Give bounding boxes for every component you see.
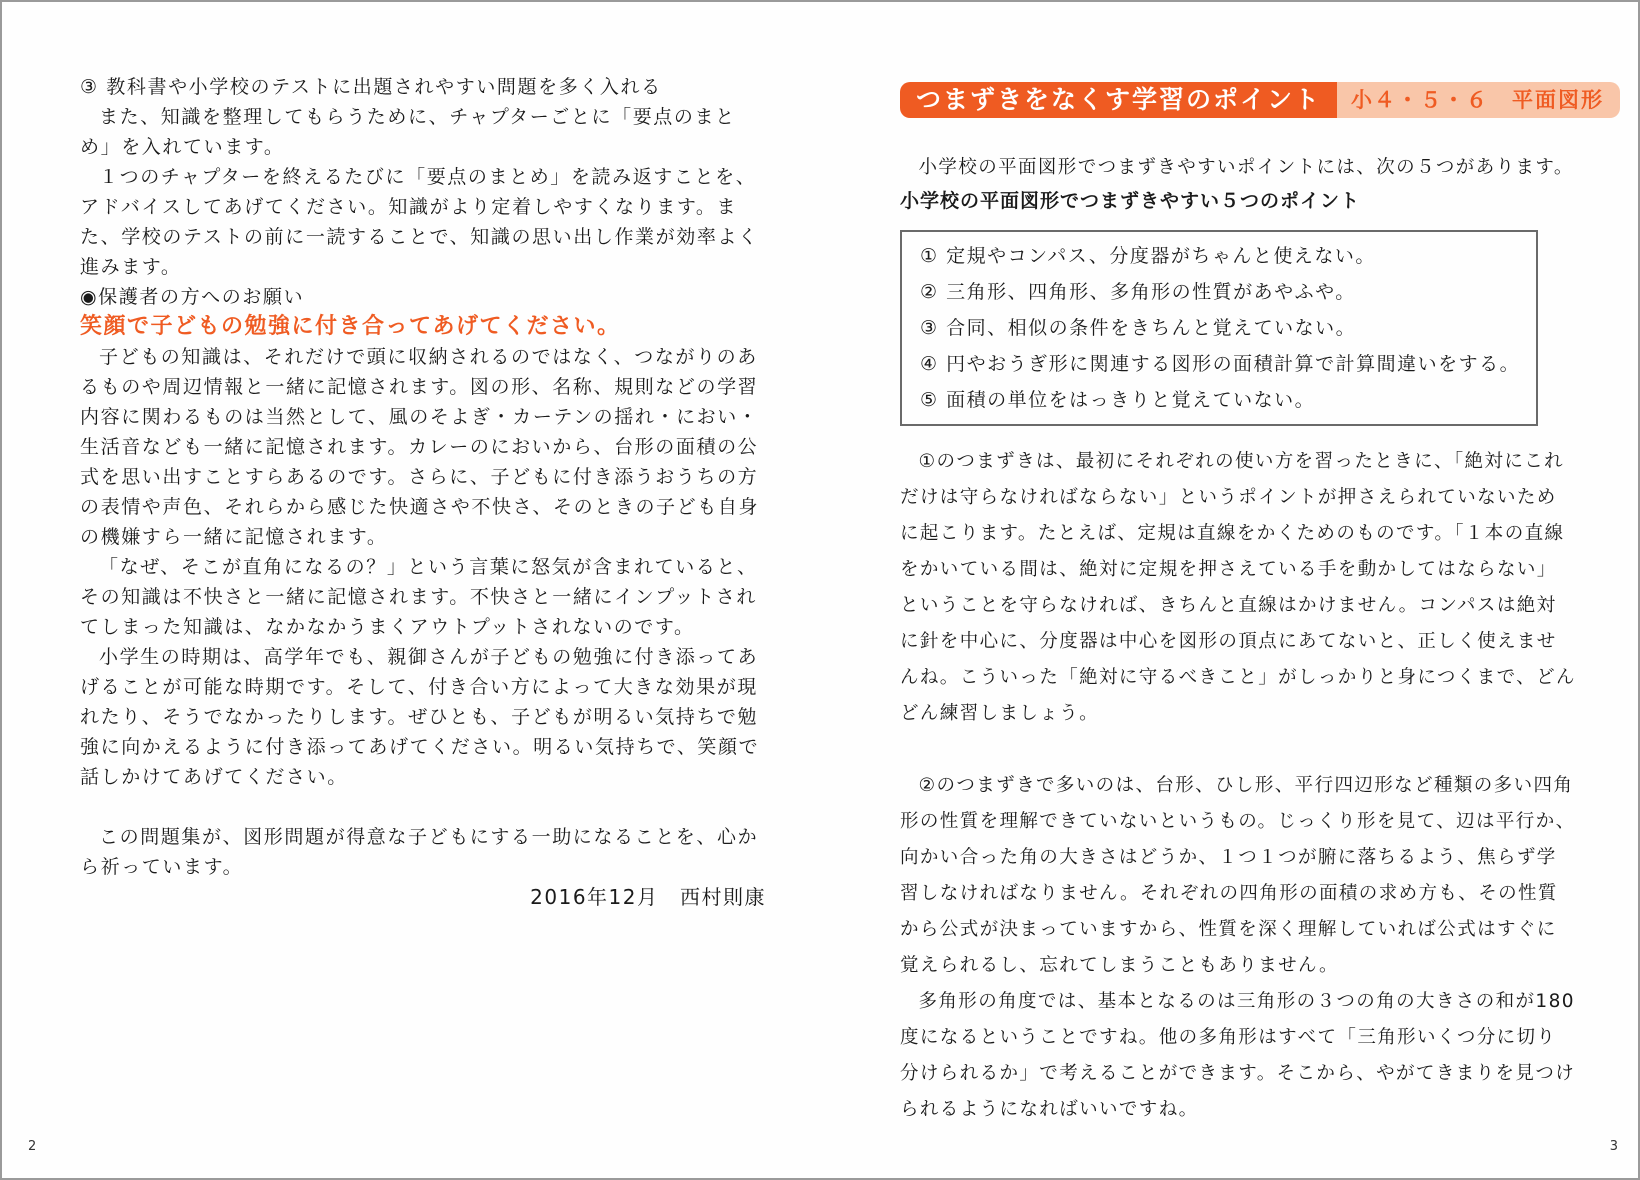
intro-paragraph: 小学校の平面図形でつまずきやすいポイントには、次の５つがあります。 [918,157,1574,178]
section-label: ◉保護者の方へのお願い [80,286,305,308]
paragraph: 多角形の角度では、基本となるのは三角形の３つの角の大きさの和が180度になるということですね。他の多角形はすべて「三角形いくつ分に切り分けられるか」で考えることができます。そこから、やがてきまりを見つけられるようになればいいですね。 [900,991,1576,1120]
point-item: ① 定規やコンパス、分度器がちゃんと使えない。 [920,245,1376,267]
point-item: ⑤ 面積の単位をはっきりと覚えていない。 [920,389,1316,411]
headline: 笑顔で子どもの勉強に付き合ってあげてください。 [80,314,621,339]
paragraph: また、知識を整理してもらうために、チャプターごとに「要点のまとめ」を入れています。 [80,106,736,158]
paragraph: 「なぜ、そこが直角になるの？」という言葉に怒気が含まれていると、その知識は不快さと一緒に記憶されます。不快さと一緒にインプットされてしまった知識は、なかなかうまくアウトプットされないのです。 [80,556,758,638]
page-number-right: 3 [1609,1139,1618,1154]
banner-title: つまずきをなくす学習のポイント [900,82,1337,118]
points-box [900,230,1538,426]
point-item: ③ 合同、相似の条件をきちんと覚えていない。 [920,317,1357,339]
paragraph: ②のつまずきで多いのは、台形、ひし形、平行四辺形など種類の多い四角形の性質を理解できていないというもの。じっくり形を見て、辺は平行か、向かい合った角の大きさはどうか、１つ１つが腑に落ちるよう、焦らず学習しなければなりません。それぞれの四角形の面積の求め方も、その性質から公式が決まっていますから、性質を深く理解していれば公式はすぐに覚えられるし、忘れてしまうこともありません。 [900,775,1576,976]
intro-item-3: ③ 教科書や小学校のテストに出題されやすい問題を多く入れる [80,76,662,98]
section-banner [900,82,1620,118]
point-item: ④ 円やおうぎ形に関連する図形の面積計算で計算間違いをする。 [920,353,1521,375]
left-page [2,2,820,1178]
paragraph: 子どもの知識は、それだけで頭に収納されるのではなく、つながりのあるものや周辺情報と一緒に記憶されます。図の形、名称、規則などの学習内容に関わるものは当然として、風のそよぎ・カーテンの揺れ・におい・生活音なども一緒に記憶されます。カレーのにおいから、台形の面積の公式を思い出すことすらあるのです。さらに、子どもに付き添うおうちの方の表情や声色、それらから感じた快適さや不快さ、そのときの子ども自身の機嫌すら一緒に記憶されます。 [80,346,760,548]
paragraph: 小学生の時期は、高学年でも、親御さんが子どもの勉強に付き添ってあげることが可能な時期です。そして、付き合い方によって大きな効果が現れたり、そうでなかったりします。ぜひとも、子どもが明るい気持ちで勉強に向かえるように付き添ってあげてください。明るい気持ちで、笑顔で話しかけてあげてください。 [80,646,760,788]
left-page-body [80,72,766,912]
paragraph: １つのチャプターを終えるたびに「要点のまとめ」を読み返すことを、アドバイスしてあげてください。知識がより定着しやすくなります。また、学校のテストの前に一読することで、知識の思い出し作業が効率よく進みます。 [80,166,759,278]
signature: 2016年12月 西村則康 [530,885,766,909]
closing-paragraph: この問題集が、図形問題が得意な子どもにする一助になることを、心から祈っています。 [80,826,759,878]
banner-subtitle: 小４・５・６ 平面図形 [1337,82,1620,118]
points-subhead: 小学校の平面図形でつまずきやすい５つのポイント [900,190,1361,212]
paragraph: ①のつまずきは、最初にそれぞれの使い方を習ったときに、「絶対にこれだけは守らなければならない」というポイントが押さえられていないために起こります。たとえば、定規は直線をかくためのものです。「１本の直線をかいている間は、絶対に定規を押さえている手を動かしてはならない」ということを守らなければ、きちんと直線はかけません。コンパスは絶対に針を中心に、分度器は中心を図形の頂点にあてないと、正しく使えませんね。こういった「絶対に守るべきこと」がしっかりと身につくまで、どんどん練習しましょう。 [900,451,1576,724]
right-page-body [900,150,1576,1128]
point-item: ② 三角形、四角形、多角形の性質があやふや。 [920,281,1356,303]
page-number-left: 2 [28,1139,37,1154]
